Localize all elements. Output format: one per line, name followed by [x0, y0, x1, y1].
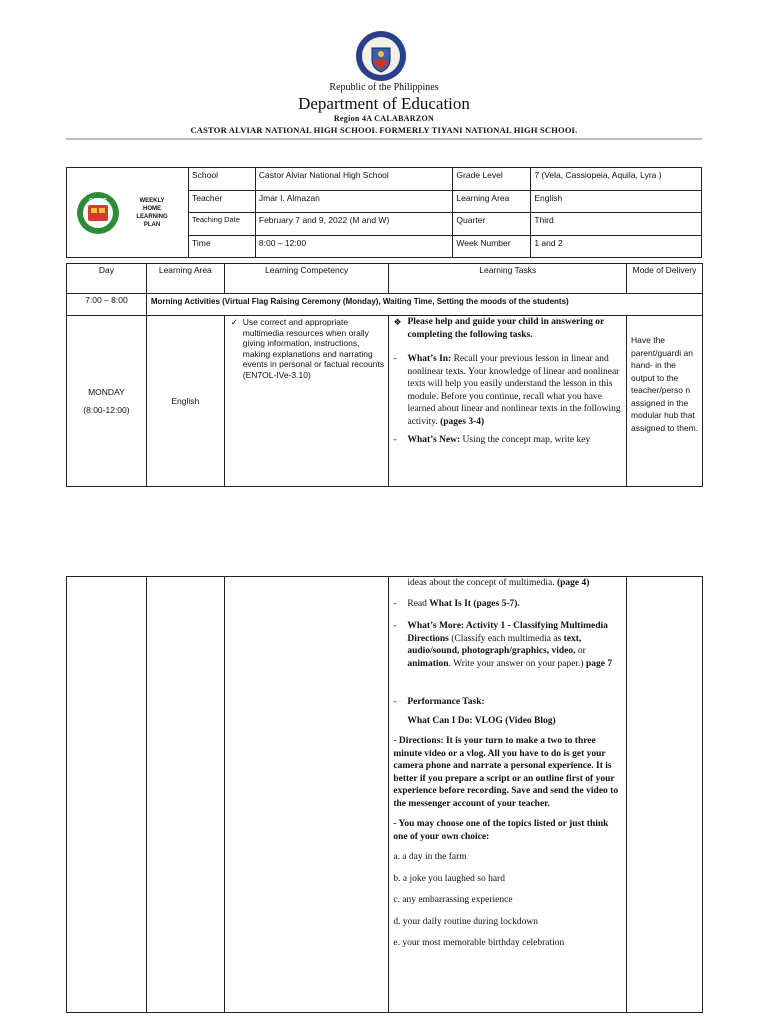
- department-title: Department of Education: [298, 94, 470, 113]
- competency-text: Use correct and appropriate multimedia resources when orally giving information, instructions, making explanations and narrating events in personal or factual recounts (EN7OL-IVe-3.10): [242, 317, 385, 380]
- diamond-bullet-icon: ❖: [393, 317, 402, 327]
- header-learning-competency: Learning Competency: [224, 264, 389, 294]
- whats-new-item: What’s New: Using the concept map, write key: [407, 435, 591, 445]
- info-key: Week Number: [453, 235, 531, 258]
- whats-more-item: What’s More: Activity 1 - Classifying Multimedia Directions (Classify each multimedia as text, audio/sound, photograph/graphics, video, or animation. Write your answer on your paper.) page 7: [407, 621, 613, 669]
- vlog-label: What Can I Do: VLOG (Video Blog): [407, 715, 556, 726]
- header-divider: [66, 138, 702, 140]
- info-key: Teaching Date: [188, 213, 255, 236]
- region-line: Region 4A CALABARZON: [333, 114, 435, 123]
- whats-in-item: What’s In: Recall your previous lesson in linear and nonlinear texts. Your knowledge of linear and nonlinear texts will help you easily understand the lesson in this module. Before you continue, recall what you have learned about linear and nonlinear texts in the following activity. (pages 3-4): [407, 354, 621, 427]
- mode-cell-empty: [627, 577, 703, 1013]
- morning-activities: Morning Activities (Virtual Flag Raising Ceremony (Monday), Waiting Time, Setting the moods of the students): [146, 294, 702, 316]
- deped-seal-logo: [355, 30, 407, 82]
- dash-bullet: -: [393, 598, 397, 609]
- info-value: 8:00 – 12:00: [255, 235, 453, 258]
- info-value: English: [531, 190, 702, 213]
- checkmark-icon: ✓: [230, 317, 238, 327]
- learning-tasks-continued: [389, 577, 627, 1013]
- learning-tasks-cell: [389, 316, 627, 487]
- school-logo: [76, 191, 120, 235]
- info-key: School: [188, 168, 255, 191]
- morning-time: 7:00 – 8:00: [67, 294, 147, 316]
- info-value: Jmar I. Almazan: [255, 190, 453, 213]
- info-value: February 7 and 9, 2022 (M and W): [255, 213, 453, 236]
- info-value: 7 (Vela, Cassiopeia, Aquila, Lyra ): [531, 168, 702, 191]
- header-day: Day: [67, 264, 147, 294]
- competency-cell: [224, 316, 389, 487]
- info-key: Grade Level: [453, 168, 531, 191]
- day-cell: [67, 316, 147, 487]
- intro-instruction: Please help and guide your child in answering or completing the following tasks.: [407, 317, 605, 340]
- header-learning-area: Learning Area: [146, 264, 224, 294]
- area-cell-empty: [146, 577, 224, 1013]
- info-key: Time: [188, 235, 255, 258]
- topic-item: d. your daily routine during lockdown: [393, 916, 538, 927]
- dash-bullet: -: [393, 435, 397, 445]
- day-cell-empty: [67, 577, 147, 1013]
- info-table: [66, 167, 702, 258]
- topic-item: e. your most memorable birthday celebration: [393, 938, 565, 948]
- day-name: MONDAY: [88, 387, 125, 397]
- info-key: Teacher: [188, 190, 255, 213]
- read-item: Read What Is It (pages 5-7).: [407, 598, 520, 609]
- performance-task-label: Performance Task:: [407, 697, 485, 707]
- day-time: (8:00-12:00): [83, 405, 130, 415]
- topic-item: c. any embarrassing experience: [393, 895, 513, 905]
- directions-text: - Directions: It is your turn to make a two to three minute video or a vlog. All you have to do is get your camera phone and narrate a personal experience. It is better if you prepare a script or an outline first of your experience before recording. Save and send the video to the messenger account of your teacher.: [393, 736, 619, 809]
- info-key: Quarter: [453, 213, 531, 236]
- mode-of-delivery-cell: Have the parent/guardi an hand- in the output to the teacher/perso n assigned in the modular hub that assigned to them.: [627, 316, 703, 487]
- dash-bullet: -: [393, 621, 397, 631]
- topic-item: a. a day in the farm: [393, 852, 467, 862]
- choose-topic-text: - You may choose one of the topics listed or just think one of your own choice:: [393, 819, 609, 842]
- weekly-plan-table: [66, 263, 703, 487]
- topic-item: b. a joke you laughed so hard: [393, 873, 505, 884]
- dash-bullet: -: [393, 697, 397, 707]
- header-learning-tasks: Learning Tasks: [389, 264, 627, 294]
- weekly-plan-table-continued: [66, 576, 703, 1013]
- info-key: Learning Area: [453, 190, 531, 213]
- learning-area-cell: English: [146, 316, 224, 487]
- whats-new-continued: ideas about the concept of multimedia. (page 4): [407, 578, 590, 588]
- competency-cell-empty: [224, 577, 389, 1013]
- info-value: Castor Alviar National High School: [255, 168, 453, 191]
- header-mode-of-delivery: Mode of Delivery: [627, 264, 703, 294]
- info-value: 1 and 2: [531, 235, 702, 258]
- info-value: Third: [531, 213, 702, 236]
- dash-bullet: -: [393, 354, 397, 364]
- weekly-home-learning-plan-label: WEEKLY HOME LEARNING PLAN: [136, 197, 168, 228]
- republic-line: Republic of the Philippines: [329, 82, 439, 93]
- school-logo-cell: [67, 168, 189, 258]
- school-header-line: CASTOR ALVIAR NATIONAL HIGH SCHOOL FORMERLY TIYANI NATIONAL HIGH SCHOOL: [190, 125, 578, 135]
- school-logo-text: CANHS: [89, 197, 107, 204]
